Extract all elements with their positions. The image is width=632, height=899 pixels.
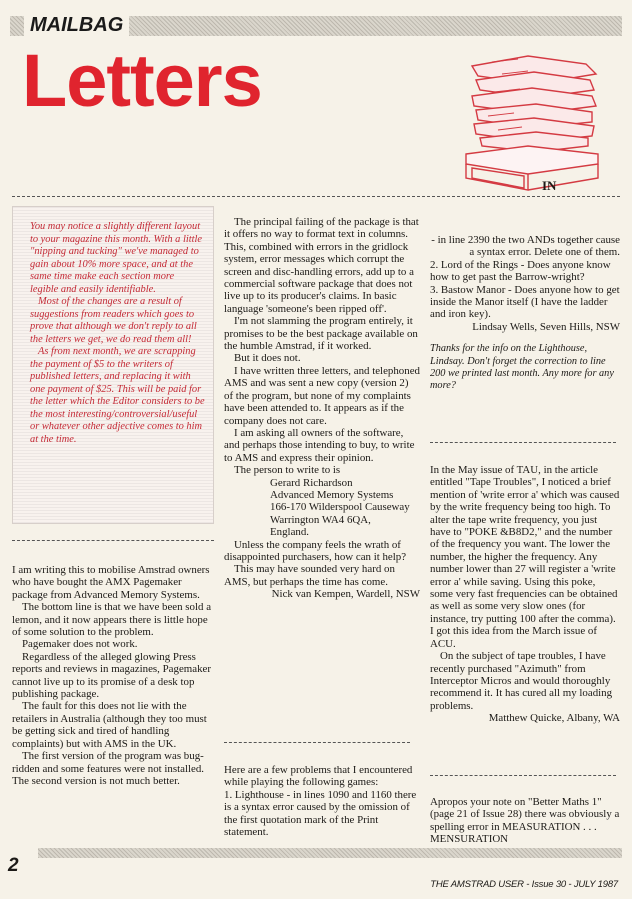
letter-paragraph: 3. Bastow Manor - Does anyone how to get inside the Manor itself (I have the ladder and iron key). [430,283,620,321]
letter-signature: Matthew Quicke, Albany, WA [488,712,620,725]
letter-paragraph: The person to write to is [234,464,341,477]
column-rule [430,775,616,776]
letter-paragraph: In the May issue of TAU, in the article entitled "Tape Troubles", I noticed a brief mention of 'write error a' which was caused by the write frequency being too high. To alter the tape write frequency, you just have to "POKE &B8D2," and the number of the frequency you want. The lower the number, the higher the frequency. Any number lower than 27 will register a 'write error a' while saving. Using this poke, some very fast frequencies can be obtained as well as some very slow ones (for instance, try putting 100 after the comma). I got this idea from the March issue of ACU. [430,464,620,650]
letter-paragraph: The fault for this does not lie with the retailers in Australia (although they too must be getting sick and tired of handling complaints) but with AMS in the UK. [12,700,207,750]
letter-paragraph: 2. Lord of the Rings - Does anyone know how to get past the Barrow-wright? [430,258,611,284]
letter-paragraph: The first version of the program was bug-ridden and some features were not installed. The second version is not much better. [12,750,205,787]
letter-paragraph: - in line 2390 the two ANDs together cause a syntax error. Delete one of them. [431,234,620,259]
letter-paragraph: I am asking all owners of the software, and perhaps those intending to buy, to write to AMS and express their opinion. [224,426,415,464]
editorial-paragraph: Most of the changes are a result of suggestions from readers which goes to prove that although we don't reply to all the letters we get, we do read them all! [30,296,197,345]
letter-2-continued [430,234,620,393]
address-line: Advanced Memory Systems [270,488,394,501]
letter-paragraph: The bottom line is that we have been sold a lemon, and it now appears there is little hope of some solution to the problem. [12,601,212,639]
letter-paragraph: But it does not. [234,352,301,365]
address-line: 166-170 Wilderspool Causeway [270,501,410,514]
letter-paragraph: This may have sounded very hard on AMS, but perhaps the time has come. [224,563,395,588]
page-number: 2 [8,855,19,876]
letter-paragraph: Regardless of the alleged glowing Press reports and reviews in magazines, Pagemaker cannot live up to its promise of a desk top publishing package. [12,650,211,701]
letter-paragraph: Unless the company feels the wrath of disappointed purchasers, how can it help? [224,538,407,563]
address-line: Warrington WA4 6QA, [270,513,371,526]
letter-3 [430,464,620,725]
column-rule [430,442,616,443]
letter-4 [430,796,620,846]
letter-1-column-2 [224,216,420,601]
letter-paragraph: The principal failing of the package is that it offers no way to format text in columns. This, combined with errors in the gridlock system, error messages which corrupt the screen and disc-handling errors, add up to a commercial software package that does not live up to its producer's claims. In basic language 'someone's been ripped off'. [224,216,419,315]
letter-paragraph: I have written three letters, and telephoned AMS and was sent a new copy (version 2) of the program, but none of my complaints have been attended to. It appears as if the company does not care. [224,364,420,427]
letter-paragraph: 1. Lighthouse - in lines 1090 and 1160 there is a syntax error caused by the omission of the first quotation mark of the Print statement. [224,788,417,839]
page-title: Letters [22,39,262,122]
issue-line: THE AMSTRAD USER - Issue 30 - JULY 1987 [430,879,618,890]
letter-paragraph: Here are a few problems that I encountered while playing the following games: [224,764,413,789]
editorial-box [12,206,214,524]
editorial-paragraph: You may notice a slightly different layout to your magazine this month. With a little "nipping and tucking" we've managed to gain about 10% more space, and at the same time make each section more legible and easily identifiable. [30,221,203,295]
letter-paragraph: I am writing this to mobilise Amstrad owners who have bought the AMX Pagemaker package from Advanced Memory Systems. [12,564,210,601]
letter-paragraph: On the subject of tape troubles, I have recently purchased "Azimuth" from Interceptor Micros and would thoroughly recommend it. It has cured all my loading problems. [430,650,613,712]
editorial-paragraph: As from next month, we are scrapping the payment of $5 to the writers of published letters, and replacing it with one payment of $25. This will be paid for the letter which the Editor considers to be the most interesting/controversial/useful or whatever other adjective comes to him at the time. [30,346,205,445]
tray-label: IN [542,178,557,193]
editor-reply: Thanks for the info on the Lighthouse, Lindsay. Don't forget the correction to line 200 we printed last month. Any more for any more? [430,343,614,392]
letter-paragraph: Pagemaker does not work. [22,638,138,651]
address-line: Gerard Richardson [270,476,353,489]
letter-signature: Lindsay Wells, Seven Hills, NSW [472,320,620,333]
letter-signature: Nick van Kempen, Wardell, NSW [271,588,420,601]
letter-paragraph: I'm not slamming the program entirely, it promises to be the best package available on the humble Amstrad, if it worked. [224,315,418,353]
letter-paragraph: Apropos your note on "Better Maths 1" (page 21 of Issue 28) there was obviously a spelling error in MEASURATION . . . MENSURATION [430,796,620,846]
letter-1-column-1 [12,564,214,787]
in-tray-illustration [458,50,606,198]
header-rule [12,196,620,197]
column-rule [12,540,214,541]
section-label: MAILBAG [24,14,129,36]
letter-2-start [224,764,418,838]
address-line: England. [270,526,310,539]
column-rule [224,742,410,743]
footer-bar [38,848,622,858]
